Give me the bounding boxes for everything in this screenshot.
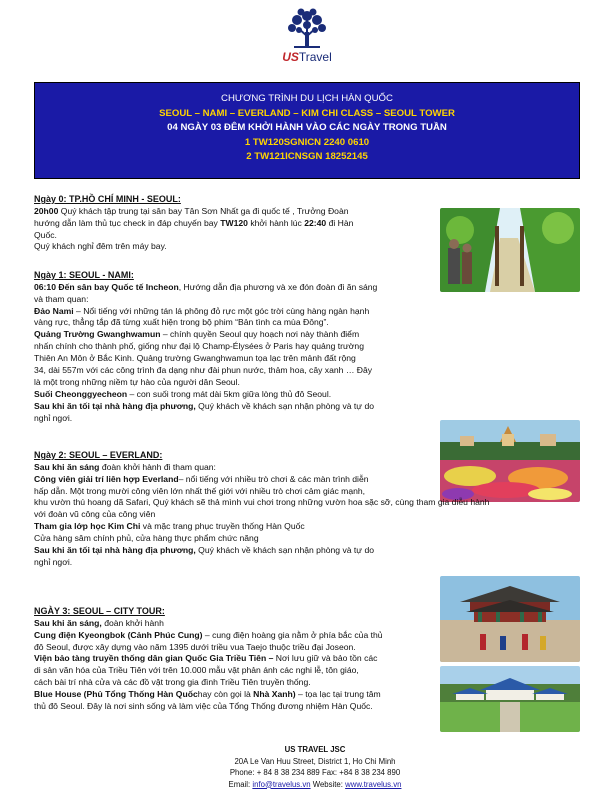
day2-line: Sau khi ăn tối tại nhà hàng địa phương, Quý khách về khách sạn nhận phòng và tự do [34,545,375,556]
day3-line: Blue House (Phủ Tổng Thống Hàn Quốchay còn gọi là Nhà Xanh) – tọa lạc tại trung tâm [34,689,381,700]
day2-title: Ngày 2: SEOUL – EVERLAND: [34,450,163,460]
day2-section [34,450,489,569]
banner-flight-out: 1 TW120SGNICN 2240 0610 [244,136,370,148]
day1-line: nhấn chính cho thành phố, giống như đại lộ Champ-Élysées ở Paris hay quảng trường [34,341,364,352]
day3-line: di sản văn hóa của Triều Tiên với trên 10.000 mẫu vật phản ánh các nghi lễ, tôn giáo, [34,665,359,676]
footer-website-label: Website: [310,779,346,789]
day1-line: 34, dài 557m với các công trình đa dạng như đài phun nước, thảm hoa, cây xanh … Đây [34,365,373,376]
footer-phone-fax: Phone: + 84 8 38 234 889 Fax: +84 8 38 234 890 [229,768,401,777]
palace-photo [440,576,580,662]
logo-travel-text: Travel [298,50,332,64]
banner-duration: 04 NGÀY 03 ĐÊM KHỞI HÀNH VÀO CÁC NGÀY TRONG TUẦN [167,122,447,133]
nami-island-photo [440,208,580,292]
footer-email-label: Email: [228,779,253,789]
day1-line: vàng rực, thẳng tắp đã từng xuất hiện trong bộ phim “Bản tình ca mùa Đông”. [34,317,329,328]
day1-title: Ngày 1: SEOUL - NAMI: [34,270,134,280]
day1-line: Quảng Trường Gwanghwamun – chính quyền Seoul quy hoạch nơi này thành điểm [34,329,360,340]
day2-line: với đoàn vũ công của công viên [34,509,156,520]
day3-line: đô Seoul, được xây dựng vào năm 1395 dưới triều vua Taejo thuộc triều đại Joseon. [34,641,356,652]
day0-line: Quốc. [34,229,57,240]
day0-line: hướng dẫn làm thủ tục check in đáp chuyến bay TW120 khởi hành lúc 22:40 đi Hàn [34,217,354,228]
day0-title: Ngày 0: TP.HỒ CHÍ MINH - SEOUL: [34,194,181,204]
tree-icon [284,6,330,50]
day1-line: 06:10 Đến sân bay Quốc tế Incheon, Hướng dẫn địa phương và xe đón đoàn đi ăn sáng [34,281,378,292]
day1-line: Sau khi ăn tối tại nhà hàng địa phương, Quý khách về khách sạn nhận phòng và tự do [34,400,375,411]
footer-address: 20A Le Van Huu Street, District 1, Ho Chi Minh [234,756,396,766]
blue-house-photo [440,666,580,732]
day1-line: và tham quan: [34,293,89,304]
day0-line: Quý khách nghỉ đêm trên máy bay. [34,241,167,252]
day0-section [34,194,353,253]
day1-line: Suối Cheonggyecheon – con suối trong mát dài 5km giữa lòng thủ đô Seoul. [34,388,332,399]
day1-line: Thiên An Môn ở Bắc Kinh. Quảng trường Gwanghwamun tọa lạc trên mảnh đất rộng [34,353,356,364]
day1-line: Đảo Nami – Nổi tiếng với những tán lá phông đỏ rực một góc trời cùng hàng ngàn hạnh [34,305,370,316]
day1-line: là một trong những niềm tự hào của người dân Seoul. [34,376,240,387]
footer-company-name: US TRAVEL JSC [284,745,346,754]
day2-line: nghỉ ngơi. [34,556,73,567]
banner-flight-return: 2 TW121ICNSGN 18252145 [246,151,368,162]
email-link[interactable]: info@travelus.vn [252,779,311,789]
day2-line: Công viên giải trí liên hợp Everland– nổi tiếng với nhiều trò chơi & các màn trình diễn [34,473,369,484]
day1-section [34,270,377,425]
day3-section [34,606,383,713]
day1-line: nghỉ ngơi. [34,412,73,423]
banner-route: SEOUL – NAMI – EVERLAND – KIM CHI CLASS – SEOUL TOWER [159,107,455,119]
banner-title: CHƯƠNG TRÌNH DU LỊCH HÀN QUỐC [221,93,393,104]
day3-line: thủ đô Seoul. Đây là nơi sinh sống và làm việc của Tổng Thống đương nhiệm Hàn Quốc. [34,701,373,712]
footer-contact [150,779,480,791]
day2-line: Cửa hàng sâm chính phủ, cửa hàng thực phẩm chức năng [34,533,259,544]
day3-line: Sau khi ăn sáng, đoàn khởi hành [34,617,164,628]
day2-line: Sau khi ăn sáng đoàn khởi hành đi tham quan: [34,461,216,472]
logo-wordmark [262,50,352,66]
day3-line: cách bài trí nhà cửa và các đồ vật trong gia đình Triều Tiên truyền thống. [34,677,311,688]
day3-line: Viện bảo tàng truyền thống dân gian Quốc Gia Triều Tiên – Nơi lưu giữ và bảo tồn các [34,653,378,664]
day3-line: Cung điện Kyeongbok (Cảnh Phúc Cung) – cung điện hoàng gia nằm ở phía bắc của thủ [34,629,383,640]
day2-line: Tham gia lớp học Kim Chi và mặc trang phục truyền thống Hàn Quốc [34,521,305,532]
website-link[interactable]: www.travelus.vn [345,779,402,789]
tour-banner [34,82,580,179]
day2-line: hấp dẫn. Một trong mười công viên lớn nhất thế giới với nhiều trò chơi cảm giác mạnh, [34,485,366,496]
company-footer [150,744,480,790]
day2-line: khu vườn thú hoang dã Safari, Quý khách sẽ thả mình vui chơi trong những vườn hoa sặc sỡ, cùng tham gia diễu hành [34,497,490,508]
day3-title: NGÀY 3: SEOUL – CITY TOUR: [34,606,165,616]
company-logo [262,6,352,66]
logo-us-text: US [282,50,299,64]
day0-line: 20h00 Quý khách tập trung tại sân bay Tân Sơn Nhất ga đi quốc tế , Trưởng Đoàn [34,205,349,216]
